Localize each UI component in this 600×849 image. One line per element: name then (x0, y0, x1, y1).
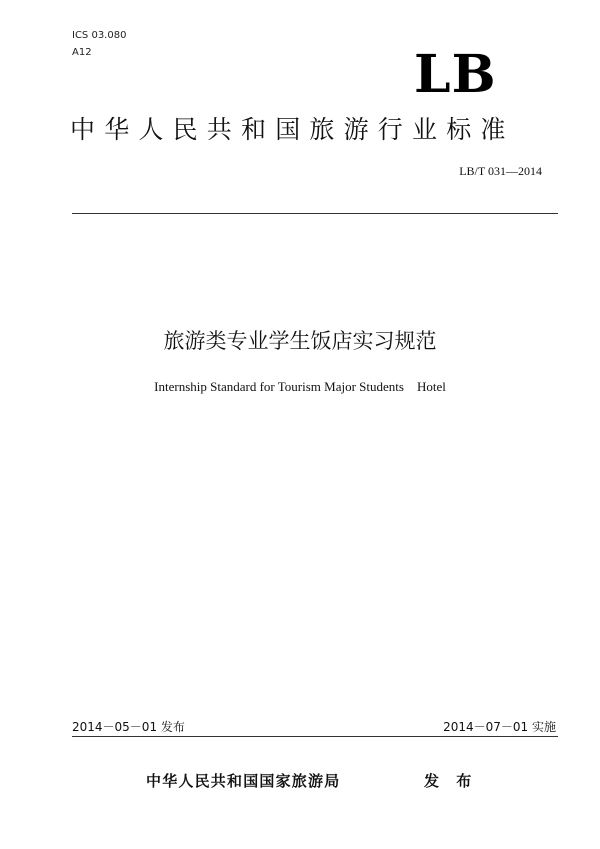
standard-title: 中华人民共和国旅游行业标准 (70, 115, 515, 144)
ics-code: ICS 03.080 (72, 30, 127, 41)
standard-code: LB/T 031—2014 (459, 164, 542, 178)
issuing-authority: 中华人民共和国国家旅游局 (146, 772, 341, 790)
effective-date: 2014－07－01 实施 (443, 720, 556, 734)
document-title: 旅游类专业学生饭店实习规范 (163, 329, 437, 353)
issue-date: 2014－05－01 发布 (72, 720, 185, 734)
footer-divider (72, 736, 558, 737)
header-divider (72, 213, 558, 214)
document-title-english: Internship Standard for Tourism Major Students Hotel (154, 379, 446, 394)
category-code: A12 (72, 47, 92, 58)
lb-logo: LB (414, 44, 497, 105)
issue-label: 发 布 (424, 772, 478, 790)
